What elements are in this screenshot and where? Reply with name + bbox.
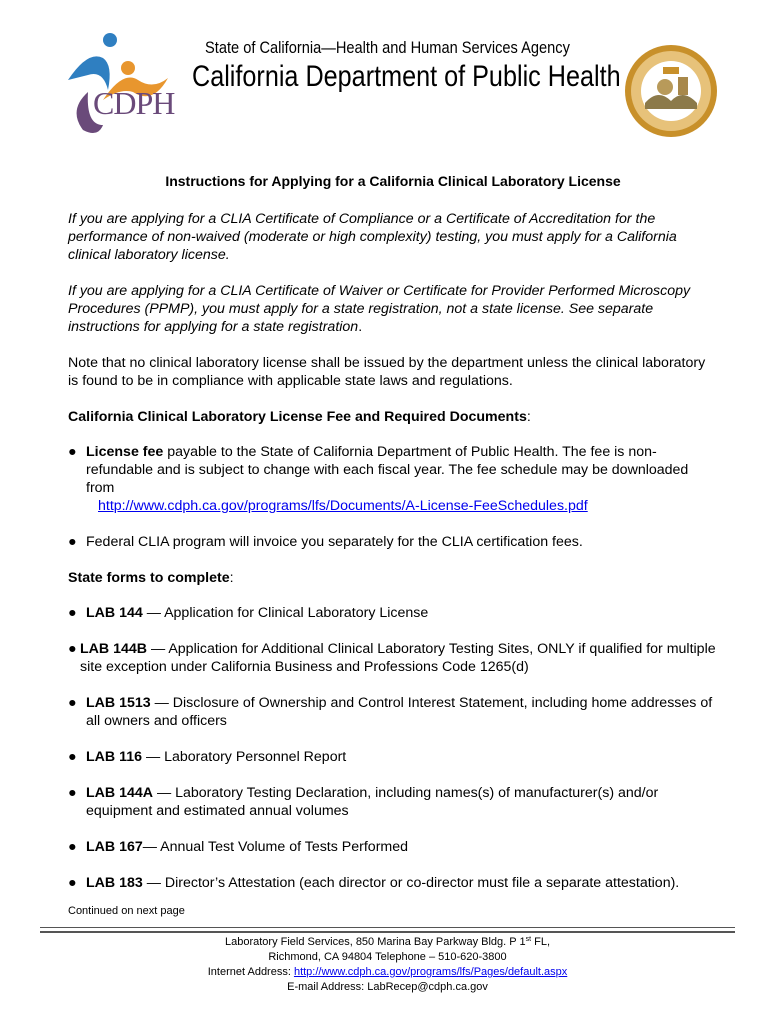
license-fee-label: License fee — [86, 444, 164, 460]
bullet-icon: ● — [68, 785, 77, 801]
bullet-icon: ● — [68, 749, 77, 765]
license-fee-item — [68, 443, 718, 515]
form-description: — Disclosure of Ownership and Control Interest Statement, including home addresses of all owners and officers — [86, 695, 713, 729]
form-description: — Application for Additional Clinical Laboratory Testing Sites, ONLY if qualified for multiple site exception under California Business and Professions Code 1265(d) — [80, 641, 716, 675]
bullet-icon: ● — [68, 605, 77, 621]
clia-invoice-item — [68, 533, 718, 551]
footer-website-link[interactable]: http://www.cdph.ca.gov/programs/lfs/Pages/default.aspx — [293, 966, 568, 978]
paragraph-clia-waiver-end: . — [358, 319, 363, 335]
form-item-lab-183 — [68, 874, 718, 892]
form-code: LAB 183 — [86, 875, 143, 891]
form-description: — Annual Test Volume of Tests Performed — [142, 839, 409, 855]
agency-name: State of California—Health and Human Services Agency — [205, 38, 570, 57]
form-code: LAB 1513 — [86, 695, 151, 711]
form-item-lab-144b — [68, 640, 718, 676]
footer-divider-thick — [40, 931, 735, 933]
form-description: — Application for Clinical Laboratory License — [142, 605, 429, 621]
bullet-icon: ● — [68, 875, 77, 891]
fee-section-heading — [68, 408, 718, 426]
paragraph-clia-waiver-text: If you are applying for a CLIA Certificate of Waiver or Certificate for Provider Performed Microscopy Procedures (PPMP), you must apply for a state registration, not a state license. See separate instructions for applying for a state registration — [68, 283, 691, 335]
bullet-icon: ● — [68, 695, 77, 711]
fee-schedule-link[interactable]: http://www.cdph.ca.gov/programs/lfs/Documents/A-License-FeeSchedules.pdf — [98, 498, 588, 514]
form-description: — Laboratory Personnel Report — [142, 749, 347, 765]
bullet-icon: ● — [68, 641, 77, 657]
bullet-icon: ● — [68, 839, 77, 855]
form-code: LAB 167 — [86, 839, 143, 855]
form-item-lab-144 — [68, 604, 718, 622]
footer-floor-text: FL, — [531, 936, 550, 948]
form-item-lab-167 — [68, 838, 718, 856]
form-item-lab-1513 — [68, 694, 718, 730]
continued-note: Continued on next page — [68, 905, 185, 917]
cdph-logo — [58, 30, 173, 140]
fee-section-heading-colon: : — [526, 409, 531, 425]
form-code: LAB 144A — [86, 785, 154, 801]
forms-section-heading-text: State forms to complete — [68, 570, 230, 586]
footer-floor-sup: st — [525, 936, 532, 943]
form-description: — Laboratory Testing Declaration, including names(s) of manufacturer(s) and/or equipment and estimated annual volumes — [86, 785, 659, 819]
form-item-lab-144a — [68, 784, 718, 820]
footer-divider — [40, 927, 735, 928]
document-body — [68, 172, 718, 920]
footer-internet-line — [40, 965, 735, 980]
forms-section-heading — [68, 569, 718, 587]
footer — [40, 935, 735, 995]
paragraph-clia-compliance: If you are applying for a CLIA Certificate of Compliance or a Certificate of Accreditation for the performance of non-waived (moderate or high complexity) testing, you must apply for a California clinical laboratory license. — [68, 211, 677, 263]
cdph-logo-text: CDPH — [93, 85, 175, 121]
fee-section-heading-text: California Clinical Laboratory License Fee and Required Documents — [68, 409, 527, 425]
form-description: — Director’s Attestation (each director or co-director must file a separate attestation). — [142, 875, 680, 891]
california-seal-icon — [623, 43, 719, 139]
footer-email-line: E-mail Address: LabRecep@cdph.ca.gov — [287, 981, 488, 993]
document-title: Instructions for Applying for a California Clinical Laboratory License — [165, 173, 621, 189]
license-fee-text: payable to the State of California Department of Public Health. The fee is non-refundable and is subject to change with each fiscal year. The fee schedule may be downloaded from — [86, 444, 689, 496]
form-code: LAB 144 — [86, 605, 143, 621]
forms-section-heading-colon: : — [229, 570, 234, 586]
footer-address-line2: Richmond, CA 94804 Telephone – 510-620-3800 — [268, 951, 507, 963]
bullet-icon: ● — [68, 444, 77, 460]
footer-address-text: Laboratory Field Services, 850 Marina Bay Parkway Bldg. P 1 — [224, 936, 526, 948]
bullet-icon: ● — [68, 534, 77, 550]
letterhead — [0, 0, 770, 150]
footer-internet-label: Internet Address: — [207, 966, 294, 978]
paragraph-compliance-note: Note that no clinical laboratory license shall be issued by the department unless the clinical laboratory is found to be in compliance with applicable state laws and regulations. — [68, 355, 706, 389]
clia-invoice-text: Federal CLIA program will invoice you separately for the CLIA certification fees. — [86, 534, 583, 550]
form-code: LAB 144B — [80, 641, 148, 657]
department-name: California Department of Public Health — [192, 60, 621, 93]
footer-address-line1 — [40, 935, 735, 950]
form-code: LAB 116 — [86, 749, 142, 765]
paragraph-clia-waiver — [68, 282, 718, 336]
form-item-lab-116 — [68, 748, 718, 766]
